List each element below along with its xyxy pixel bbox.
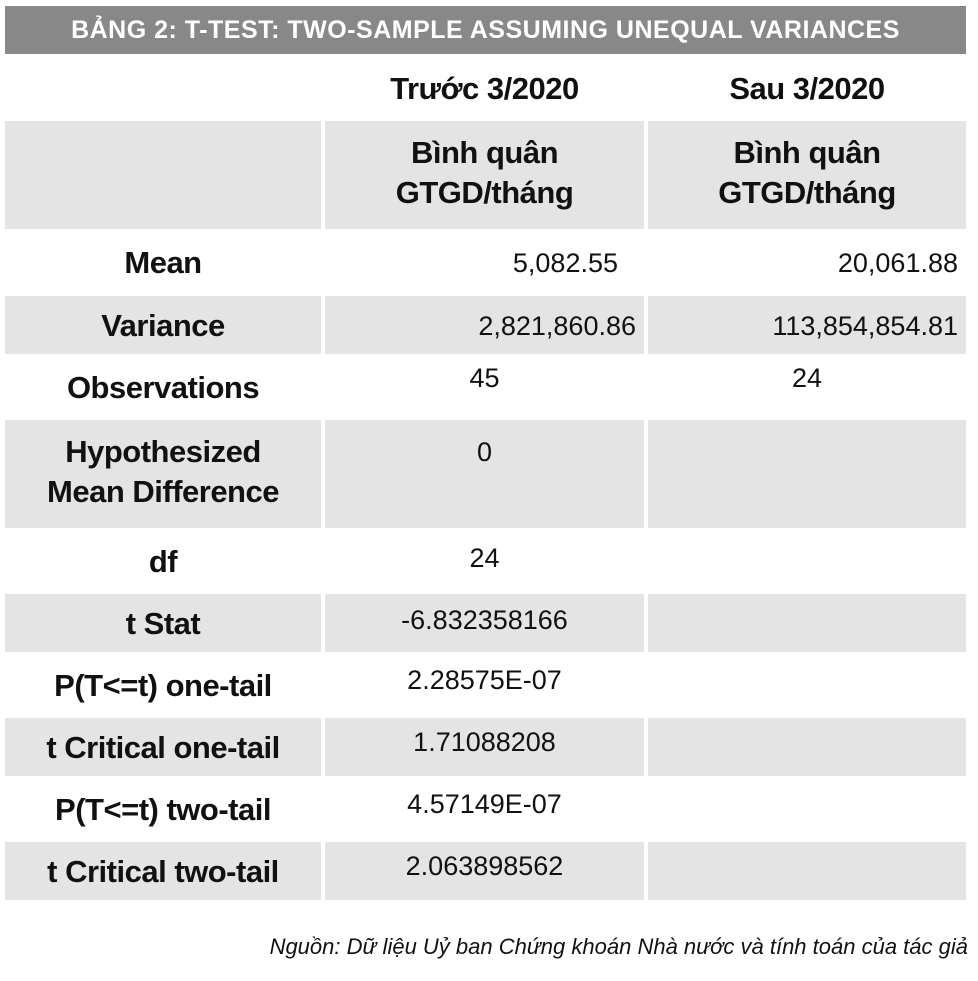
table-row [5, 656, 966, 714]
value-before: 5,082.55 [512, 248, 618, 278]
value-after [648, 420, 966, 528]
column-header-after: Sau 3/2020 [729, 71, 885, 106]
subheader-after-line2: GTGD/tháng [718, 175, 896, 210]
row-label: t Stat [5, 594, 321, 652]
value-before: 1.71088208 [325, 718, 644, 776]
value-before: 4.57149E-07 [407, 789, 562, 819]
value-after [648, 780, 966, 838]
value-before: 45 [469, 363, 500, 393]
value-after [648, 842, 966, 900]
subheader-empty-cell [5, 121, 321, 229]
row-label: df [148, 544, 178, 579]
row-label [5, 420, 321, 528]
row-label: Mean [124, 245, 202, 280]
subheader-after [648, 121, 966, 229]
value-after [648, 532, 966, 590]
ttest-table [5, 59, 966, 904]
table-row [5, 594, 966, 652]
table-row [5, 358, 966, 416]
header-empty-cell [5, 59, 321, 117]
row-label: P(T<=t) one-tail [54, 668, 272, 703]
column-header-before: Trước 3/2020 [390, 71, 579, 106]
value-after [648, 718, 966, 776]
subheader-row [5, 121, 966, 229]
column-header-row [5, 59, 966, 117]
value-after: 20,061.88 [837, 248, 958, 278]
subheader-before-line2: GTGD/tháng [395, 175, 574, 210]
table-row [5, 532, 966, 590]
value-before: 24 [469, 543, 500, 573]
value-before: 0 [325, 420, 644, 528]
subheader-before-line1: Bình quân [410, 135, 559, 170]
subheader-before [325, 121, 644, 229]
value-after: 113,854,854.81 [648, 296, 966, 354]
table-row [5, 842, 966, 900]
table-row [5, 420, 966, 528]
value-before: 2.28575E-07 [407, 665, 562, 695]
row-label: t Critical two-tail [5, 842, 321, 900]
row-label: P(T<=t) two-tail [55, 792, 271, 827]
value-before: 2,821,860.86 [325, 296, 644, 354]
value-before: 2.063898562 [325, 842, 644, 900]
value-after [648, 656, 966, 714]
subheader-after-line1: Bình quân [733, 135, 881, 170]
row-label: t Critical one-tail [5, 718, 321, 776]
row-label: Variance [5, 296, 321, 354]
table-row [5, 780, 966, 838]
table-row [5, 233, 966, 292]
value-after: 24 [791, 363, 823, 393]
value-after [648, 594, 966, 652]
row-label-line1: Hypothesized [65, 434, 261, 469]
value-before: -6.832358166 [325, 594, 644, 652]
row-label-line2: Mean Difference [47, 474, 279, 509]
table-row [5, 296, 966, 354]
table-title: BẢNG 2: T-TEST: TWO-SAMPLE ASSUMING UNEQUAL VARIANCES [5, 6, 966, 54]
source-note: Nguồn: Dữ liệu Uỷ ban Chứng khoán Nhà nước và tính toán của tác giả [269, 934, 968, 959]
table-row [5, 718, 966, 776]
row-label: Observations [66, 370, 260, 405]
